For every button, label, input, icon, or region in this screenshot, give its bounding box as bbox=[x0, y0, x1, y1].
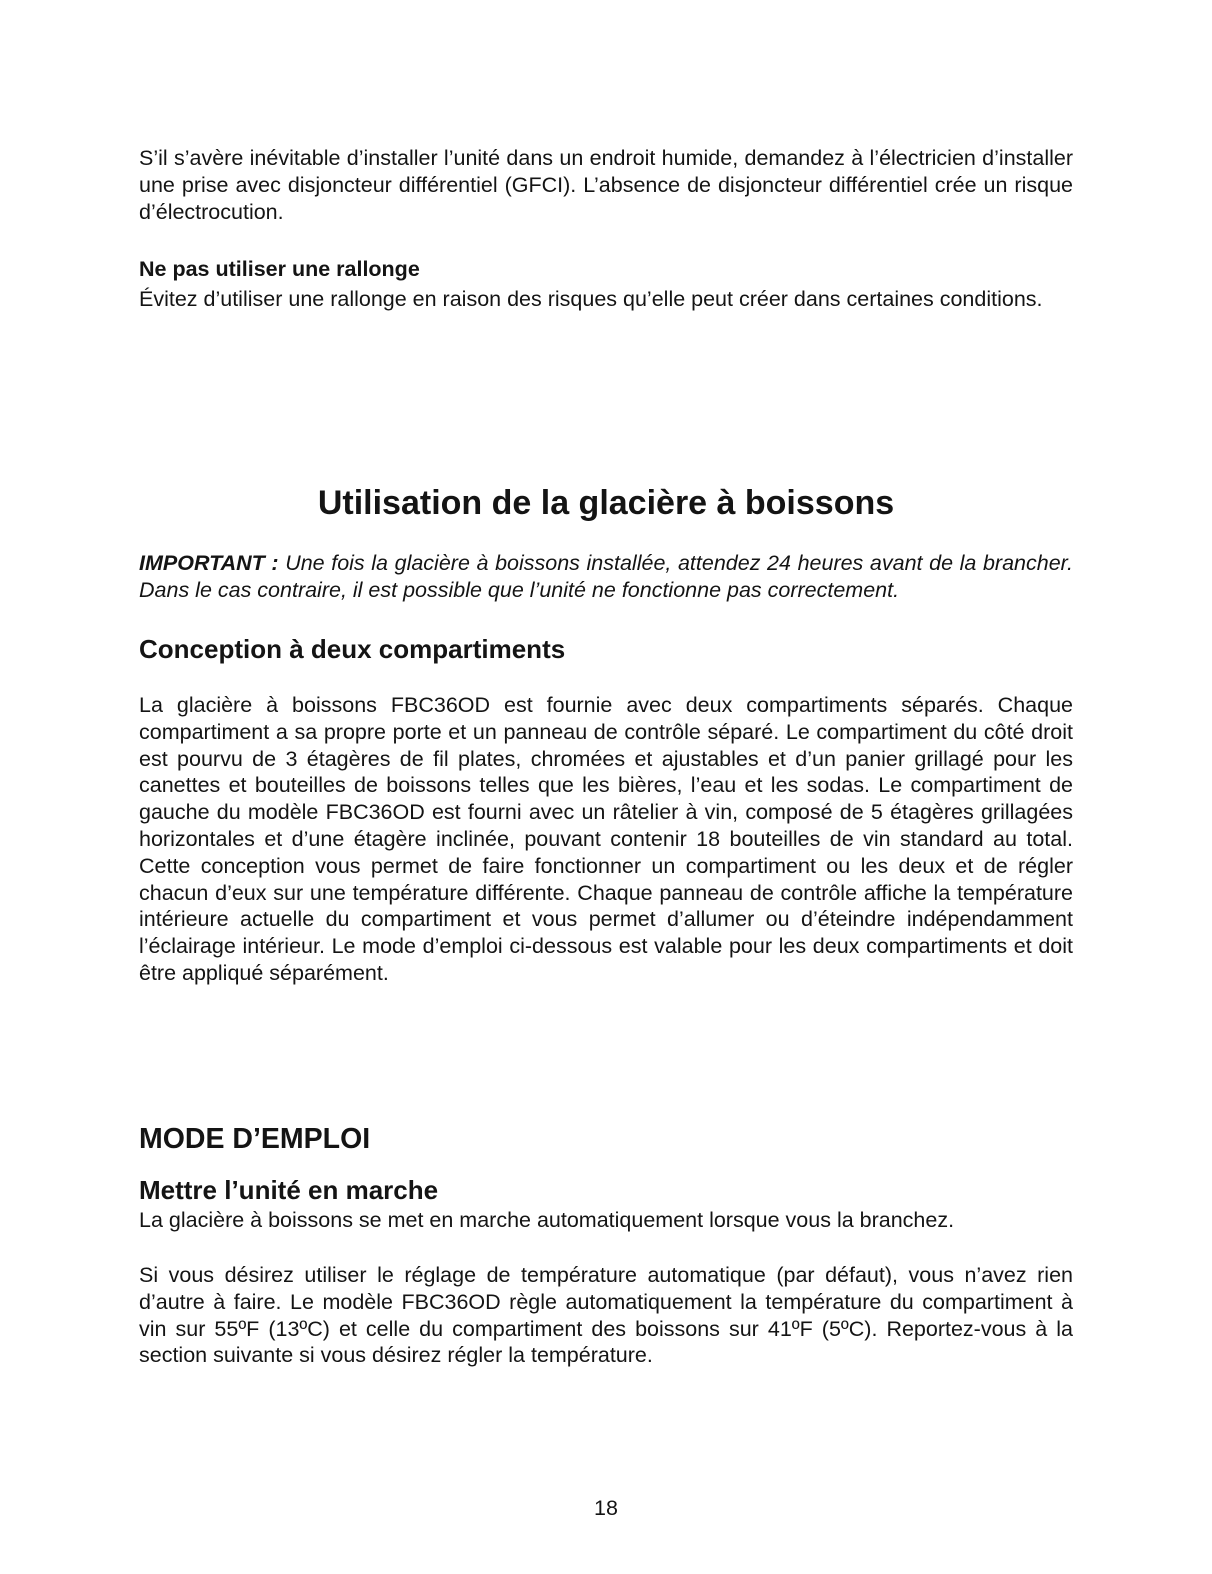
design-heading: Conception à deux compartiments bbox=[139, 634, 566, 664]
extension-paragraph: Évitez d’utiliser une rallonge en raison des risques qu’elle peut créer dans certaines conditions. bbox=[139, 287, 1043, 311]
page-number: 18 bbox=[594, 1496, 618, 1520]
mode-heading: MODE D’EMPLOI bbox=[139, 1123, 371, 1155]
design-paragraph: La glacière à boissons FBC36OD est fournie avec deux compartiments séparés. Chaque compartiment a sa propre porte et un panneau de contrôle séparé. Le compartiment du côté droit est pourvu de 3 étagères de fil plates, chromées et ajustables et d’un panier grillagé pour les canettes et bouteilles de boissons telles que les bières, l’eau et les sodas. Le compartiment de gauche du modèle FBC36OD est fourni avec un râtelier à vin, composé de 5 étagères grillagées horizontales et d’une étagère inclinée, pouvant contenir 18 bouteilles de vin standard au total. Cette conception vous permet de faire fonctionner un compartiment ou les deux et de régler chacun d’eux sur une température différente. Chaque panneau de contrôle affiche la température intérieure actuelle du compartiment et vous permet d’allumer ou d’éteindre indépendamment l’éclairage intérieur. Le mode d’emploi ci-dessous est valable pour les deux compartiments et doit être appliqué séparément. bbox=[139, 693, 1073, 985]
important-label: IMPORTANT : bbox=[139, 551, 279, 575]
mode-subheading: Mettre l’unité en marche bbox=[139, 1175, 439, 1205]
mode-paragraph-1: La glacière à boissons se met en marche automatiquement lorsque vous la branchez. bbox=[139, 1208, 955, 1232]
mode-paragraph-2: Si vous désirez utiliser le réglage de température automatique (par défaut), vous n’avez rien d’autre à faire. Le modèle FBC36OD règle automatiquement la température du compartiment à vin sur 55ºF (13ºC) et celle du compartiment des boissons sur 41ºF (5ºC). Reportez-vous à la section suivante si vous désirez régler la température. bbox=[139, 1263, 1073, 1368]
intro-paragraph: S’il s’avère inévitable d’installer l’unité dans un endroit humide, demandez à l’électricien d’installer une prise avec disjoncteur différentiel (GFCI). L’absence de disjoncteur différentiel crée un risque d’électrocution. bbox=[139, 146, 1073, 224]
usage-title: Utilisation de la glacière à boissons bbox=[317, 484, 895, 522]
extension-heading: Ne pas utiliser une rallonge bbox=[139, 257, 420, 281]
important-text: Une fois la glacière à boissons installée, attendez 24 heures avant de la brancher. Dans le cas contraire, il est possible que l’unité ne fonctionne pas correctement. bbox=[139, 551, 1073, 602]
important-note bbox=[139, 550, 1073, 604]
document-page bbox=[139, 0, 1073, 1574]
